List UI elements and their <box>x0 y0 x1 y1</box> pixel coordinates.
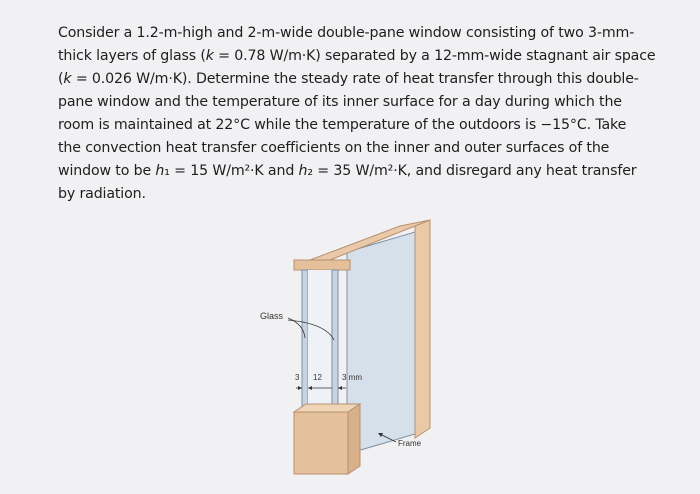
dim-arrow-1 <box>298 386 302 390</box>
glass-layer-inner <box>332 270 338 412</box>
glass-layer-outer <box>302 270 308 412</box>
dim-arrow-3 <box>338 386 342 390</box>
frame-bottom-front <box>294 412 348 474</box>
glass-label: Glass <box>260 311 284 321</box>
frame-label: Frame <box>398 439 422 448</box>
frame-bottom-side <box>348 404 360 474</box>
double-pane-window-figure <box>250 210 450 480</box>
problem-statement <box>58 22 656 206</box>
air-gap <box>308 270 332 412</box>
problem-line-4: pane window and the temperature of its inner surface for a day during which the <box>58 94 622 110</box>
dim-label-3mm: 3 mm <box>342 373 362 382</box>
frame-right-side <box>415 220 430 438</box>
problem-line-5: room is maintained at 22°C while the temperature of the outdoors is −15°C. Take <box>58 117 627 133</box>
dim-label-12: 12 <box>313 373 322 382</box>
problem-line-6: the convection heat transfer coefficients on the inner and outer surfaces of the <box>58 140 610 156</box>
problem-line-3: (k = 0.026 W/m·K). Determine the steady rate of heat transfer through this double- <box>58 71 639 87</box>
problem-line-1: Consider a 1.2-m-high and 2-m-wide double-pane window consisting of two 3-mm- <box>58 25 635 41</box>
problem-line-8: by radiation. <box>58 186 146 202</box>
frame-top-front <box>294 260 350 270</box>
problem-line-7: window to be h₁ = 15 W/m²·K and h₂ = 35 W/m²·K, and disregard any heat transfer <box>58 163 637 179</box>
problem-line-2: thick layers of glass (k = 0.78 W/m·K) separated by a 12-mm-wide stagnant air space <box>58 48 656 64</box>
dim-label-3: 3 <box>295 373 300 382</box>
